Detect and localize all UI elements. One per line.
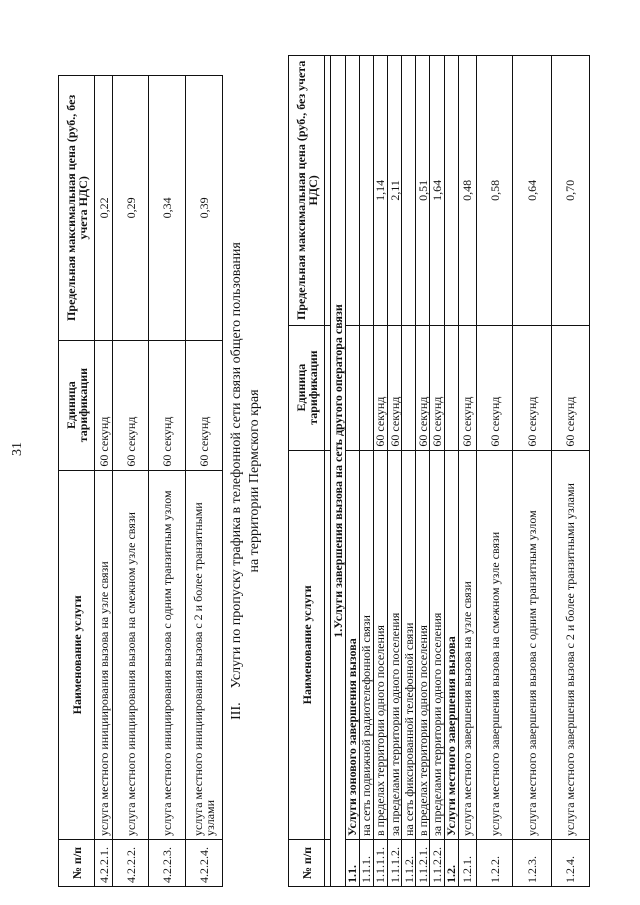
row-unit: 60 секунд bbox=[416, 325, 430, 450]
tariff-table-1 bbox=[58, 75, 223, 887]
row-price: 1,14 bbox=[373, 56, 387, 326]
table-row bbox=[513, 56, 551, 887]
row-price: 1,64 bbox=[430, 56, 444, 326]
row-price bbox=[345, 56, 359, 326]
section-title-line1: III. Услуги по пропуску трафика в телефонной сети связи общего пользования bbox=[229, 242, 244, 720]
row-service: услуга местного инициирования вызова на узле связи bbox=[95, 470, 113, 839]
row-service: услуга местного завершения вызова с 2 и более транзитными узлами bbox=[551, 450, 589, 839]
row-price: 2,11 bbox=[387, 56, 401, 326]
row-unit: 60 секунд bbox=[95, 340, 113, 470]
table-row bbox=[476, 56, 512, 887]
row-price: 0,34 bbox=[149, 76, 186, 341]
row-service: за пределами территории одного поселения bbox=[387, 450, 401, 839]
table-row bbox=[345, 56, 359, 887]
row-unit: 60 секунд bbox=[551, 325, 589, 450]
row-number: 1.2.4. bbox=[551, 840, 589, 887]
table-header-row bbox=[289, 56, 325, 887]
row-unit: 60 секунд bbox=[430, 325, 444, 450]
table-header-row bbox=[59, 76, 95, 887]
row-number: 4.2.2.4. bbox=[186, 840, 223, 887]
row-service: на сеть подвижной радиотелефонной связи bbox=[359, 450, 373, 839]
row-price: 0,51 bbox=[416, 56, 430, 326]
table-row bbox=[416, 56, 430, 887]
table-row bbox=[113, 76, 149, 887]
row-price: 0,39 bbox=[186, 76, 223, 341]
table-row bbox=[149, 76, 186, 887]
col-header-unit: Единица тарификации bbox=[59, 340, 95, 470]
row-price bbox=[402, 56, 416, 326]
table-row bbox=[430, 56, 444, 887]
col-header-unit: Единица тарификации bbox=[289, 325, 325, 450]
tariff-table-2 bbox=[288, 55, 590, 887]
row-service: услуга местного завершения вызова на смежном узле связи bbox=[476, 450, 512, 839]
col-header-number: № п/п bbox=[59, 840, 95, 887]
row-price: 0,64 bbox=[513, 56, 551, 326]
row-unit bbox=[359, 325, 373, 450]
col-header-number: № п/п bbox=[289, 840, 325, 887]
table-row bbox=[186, 76, 223, 887]
row-unit: 60 секунд bbox=[476, 325, 512, 450]
row-number: 1.2.3. bbox=[513, 840, 551, 887]
table-row bbox=[551, 56, 589, 887]
col-header-price: Предельная максимальная цена (руб., без учета НДС) bbox=[289, 56, 325, 326]
row-unit: 60 секунд bbox=[113, 340, 149, 470]
table-row bbox=[373, 56, 387, 887]
chapter-title: 1.Услуги завершения вызова на сеть другого оператора связи bbox=[331, 56, 345, 887]
row-service: услуга местного инициирования вызова с одним транзитным узлом bbox=[149, 470, 186, 839]
row-price: 0,70 bbox=[551, 56, 589, 326]
row-number: 1.1. bbox=[345, 840, 359, 887]
row-service: Услуги местного завершения вызова bbox=[444, 450, 458, 839]
row-service: за пределами территории одного поселения bbox=[430, 450, 444, 839]
row-number: 1.2.1. bbox=[458, 840, 476, 887]
row-number: 4.2.2.1. bbox=[95, 840, 113, 887]
table-chapter-row bbox=[331, 56, 345, 887]
section-title-line2: на территории Пермского края bbox=[247, 389, 262, 573]
row-number: 4.2.2.2. bbox=[113, 840, 149, 887]
row-service: услуга местного завершения вызова с одним транзитным узлом bbox=[513, 450, 551, 839]
table-row bbox=[95, 76, 113, 887]
row-price: 0,58 bbox=[476, 56, 512, 326]
row-number: 1.2.2. bbox=[476, 840, 512, 887]
row-number: 1.1.2.2. bbox=[430, 840, 444, 887]
table-row bbox=[387, 56, 401, 887]
row-service: услуга местного инициирования вызова с 2 и более транзитными узлами bbox=[186, 470, 223, 839]
table-row bbox=[359, 56, 373, 887]
row-price: 0,29 bbox=[113, 76, 149, 341]
row-unit bbox=[444, 325, 458, 450]
row-number: 1.1.1. bbox=[359, 840, 373, 887]
section-heading bbox=[228, 75, 264, 887]
row-service: в пределах территории одного поселения bbox=[416, 450, 430, 839]
row-service: Услуги зонового завершения вызова bbox=[345, 450, 359, 839]
row-unit: 60 секунд bbox=[186, 340, 223, 470]
row-unit: 60 секунд bbox=[373, 325, 387, 450]
row-unit bbox=[345, 325, 359, 450]
table-row bbox=[458, 56, 476, 887]
table-row bbox=[444, 56, 458, 887]
table-row bbox=[402, 56, 416, 887]
col-header-service: Наименование услуги bbox=[59, 470, 95, 839]
row-number: 1.2. bbox=[444, 840, 458, 887]
row-number: 1.1.2.1. bbox=[416, 840, 430, 887]
row-service: услуга местного инициирования вызова на смежном узле связи bbox=[113, 470, 149, 839]
row-number: 1.1.1.2. bbox=[387, 840, 401, 887]
row-price bbox=[444, 56, 458, 326]
row-number: 4.2.2.3. bbox=[149, 840, 186, 887]
col-header-price: Предельная максимальная цена (руб., без учета НДС) bbox=[59, 76, 95, 341]
page-number: 31 bbox=[10, 442, 25, 456]
row-price: 0,48 bbox=[458, 56, 476, 326]
section-number: III. bbox=[229, 702, 244, 720]
row-price: 0,22 bbox=[95, 76, 113, 341]
row-service: в пределах территории одного поселения bbox=[373, 450, 387, 839]
col-header-service: Наименование услуги bbox=[289, 450, 325, 839]
row-unit: 60 секунд bbox=[458, 325, 476, 450]
row-unit: 60 секунд bbox=[149, 340, 186, 470]
row-unit bbox=[402, 325, 416, 450]
row-service: услуга местного завершения вызова на узле связи bbox=[458, 450, 476, 839]
row-unit: 60 секунд bbox=[513, 325, 551, 450]
row-number: 1.1.1.1. bbox=[373, 840, 387, 887]
row-price bbox=[359, 56, 373, 326]
row-unit: 60 секунд bbox=[387, 325, 401, 450]
row-number: 1.1.2. bbox=[402, 840, 416, 887]
row-service: на сеть фиксированной телефонной связи bbox=[402, 450, 416, 839]
